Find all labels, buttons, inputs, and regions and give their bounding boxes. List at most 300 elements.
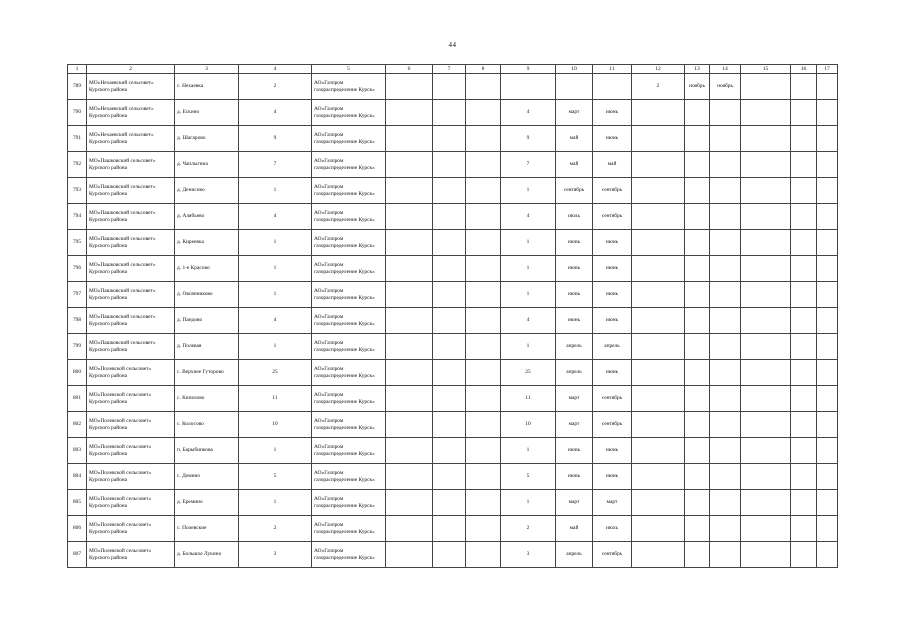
municipality-cell: МО«Пашковский сельсовет» Курского района (87, 204, 175, 230)
col17-cell (817, 74, 838, 100)
count-cell: 3 (239, 542, 312, 568)
table-row (68, 74, 838, 100)
col7-cell (433, 100, 466, 126)
col7-cell (433, 412, 466, 438)
municipality-cell: МО«Пашковский сельсовет» Курского района (87, 230, 175, 256)
col14-cell (710, 204, 741, 230)
col11-cell: июнь (593, 360, 632, 386)
column-header: 12 (632, 65, 685, 74)
settlement-cell: д. Денисово (175, 178, 239, 204)
col14-cell (710, 516, 741, 542)
col16-cell (791, 152, 817, 178)
col13-cell (685, 334, 710, 360)
col7-cell (433, 464, 466, 490)
organization-cell: АО«Газпром газораспределение Курск» (312, 178, 386, 204)
col7-cell (433, 178, 466, 204)
col7-cell (433, 308, 466, 334)
col7-cell (433, 516, 466, 542)
municipality-cell: МО«Полевской сельсовет» Курского района (87, 360, 175, 386)
column-header: 14 (710, 65, 741, 74)
col10-cell: май (556, 126, 593, 152)
col13-cell (685, 282, 710, 308)
row-number-cell: 802 (68, 412, 87, 438)
settlement-cell: д. 1-е Красово (175, 256, 239, 282)
col16-cell (791, 464, 817, 490)
col9-cell: 1 (501, 230, 556, 256)
col11-cell: июнь (593, 438, 632, 464)
col9-cell: 3 (501, 542, 556, 568)
col15-cell (741, 464, 791, 490)
municipality-cell: МО«Пашковский сельсовет» Курского района (87, 282, 175, 308)
col7-cell (433, 256, 466, 282)
table-row (68, 230, 838, 256)
col11-cell: июнь (593, 230, 632, 256)
col7-cell (433, 152, 466, 178)
col16-cell (791, 204, 817, 230)
col9-cell: 1 (501, 438, 556, 464)
col8-cell (466, 386, 501, 412)
count-cell: 1 (239, 230, 312, 256)
row-number-cell: 806 (68, 516, 87, 542)
col6-cell (386, 126, 433, 152)
row-number-cell: 804 (68, 464, 87, 490)
count-cell: 10 (239, 412, 312, 438)
col15-cell (741, 100, 791, 126)
col10-cell: июнь (556, 256, 593, 282)
col9-cell: 5 (501, 464, 556, 490)
col10-cell: май (556, 152, 593, 178)
col12-cell (632, 152, 685, 178)
col17-cell (817, 308, 838, 334)
col13-cell (685, 178, 710, 204)
col15-cell (741, 204, 791, 230)
settlement-cell: д. Чаплыгина (175, 152, 239, 178)
col13-cell (685, 204, 710, 230)
col8-cell (466, 542, 501, 568)
col12-cell (632, 230, 685, 256)
municipality-cell: МО«Полевской сельсовет» Курского района (87, 516, 175, 542)
organization-cell: АО«Газпром газораспределение Курск» (312, 126, 386, 152)
column-header: 3 (175, 65, 239, 74)
col15-cell (741, 308, 791, 334)
col14-cell (710, 256, 741, 282)
col8-cell (466, 360, 501, 386)
col16-cell (791, 412, 817, 438)
settlement-cell: с. Колосово (175, 412, 239, 438)
col11-cell: май (593, 152, 632, 178)
col10-cell: июнь (556, 282, 593, 308)
col15-cell (741, 152, 791, 178)
municipality-cell: МО«Полевской сельсовет» Курского района (87, 490, 175, 516)
col9-cell: 11 (501, 386, 556, 412)
col15-cell (741, 386, 791, 412)
col8-cell (466, 204, 501, 230)
table-row (68, 438, 838, 464)
col10-cell: май (556, 516, 593, 542)
col14-cell (710, 230, 741, 256)
organization-cell: АО«Газпром газораспределение Курск» (312, 256, 386, 282)
col10-cell (556, 74, 593, 100)
col11-cell: июнь (593, 126, 632, 152)
col9-cell: 25 (501, 360, 556, 386)
col17-cell (817, 334, 838, 360)
settlement-cell: с. Верхнее Гуторово (175, 360, 239, 386)
column-header: 6 (386, 65, 433, 74)
col16-cell (791, 100, 817, 126)
col12-cell (632, 464, 685, 490)
col6-cell (386, 412, 433, 438)
organization-cell: АО«Газпром газораспределение Курск» (312, 334, 386, 360)
col10-cell: июнь (556, 464, 593, 490)
organization-cell: АО«Газпром газораспределение Курск» (312, 282, 386, 308)
row-number-cell: 789 (68, 74, 87, 100)
col13-cell (685, 516, 710, 542)
row-number-cell: 795 (68, 230, 87, 256)
col14-cell (710, 386, 741, 412)
settlement-cell: д. Пандово (175, 308, 239, 334)
count-cell: 4 (239, 204, 312, 230)
table-row (68, 490, 838, 516)
col13-cell (685, 152, 710, 178)
col6-cell (386, 282, 433, 308)
organization-cell: АО«Газпром газораспределение Курск» (312, 360, 386, 386)
table-body (68, 74, 838, 568)
col6-cell (386, 152, 433, 178)
settlement-cell: д. Шагарово (175, 126, 239, 152)
col6-cell (386, 178, 433, 204)
col17-cell (817, 126, 838, 152)
row-number-cell: 799 (68, 334, 87, 360)
col14-cell (710, 308, 741, 334)
col6-cell (386, 516, 433, 542)
col16-cell (791, 542, 817, 568)
col6-cell (386, 230, 433, 256)
col11-cell: сентябрь (593, 542, 632, 568)
municipality-cell: МО«Полевской сельсовет» Курского района (87, 464, 175, 490)
settlement-cell: д. Еремино (175, 490, 239, 516)
col8-cell (466, 334, 501, 360)
col16-cell (791, 490, 817, 516)
col11-cell: июнь (593, 256, 632, 282)
col9-cell: 4 (501, 204, 556, 230)
col12-cell (632, 256, 685, 282)
organization-cell: АО«Газпром газораспределение Курск» (312, 542, 386, 568)
col9-cell: 1 (501, 282, 556, 308)
col16-cell (791, 256, 817, 282)
col14-cell (710, 464, 741, 490)
col16-cell (791, 334, 817, 360)
col10-cell: апрель (556, 542, 593, 568)
col9-cell: 1 (501, 490, 556, 516)
col13-cell (685, 464, 710, 490)
municipality-cell: МО«Пашковский сельсовет» Курского района (87, 152, 175, 178)
organization-cell: АО«Газпром газораспределение Курск» (312, 308, 386, 334)
col7-cell (433, 204, 466, 230)
col8-cell (466, 412, 501, 438)
col14-cell (710, 100, 741, 126)
municipality-cell: МО«Нехаевский сельсовет» Курского района (87, 100, 175, 126)
count-cell: 1 (239, 256, 312, 282)
col14-cell (710, 178, 741, 204)
col8-cell (466, 490, 501, 516)
col14-cell (710, 152, 741, 178)
column-header: 11 (593, 65, 632, 74)
row-number-cell: 793 (68, 178, 87, 204)
col12-cell (632, 412, 685, 438)
organization-cell: АО«Газпром газораспределение Курск» (312, 204, 386, 230)
column-header: 7 (433, 65, 466, 74)
col14-cell (710, 542, 741, 568)
col15-cell (741, 438, 791, 464)
municipality-cell: МО«Нехаевский сельсовет» Курского района (87, 74, 175, 100)
column-header: 9 (501, 65, 556, 74)
count-cell: 7 (239, 152, 312, 178)
col11-cell: июнь (593, 282, 632, 308)
col12-cell (632, 386, 685, 412)
count-cell: 1 (239, 282, 312, 308)
col8-cell (466, 464, 501, 490)
col16-cell (791, 360, 817, 386)
col7-cell (433, 360, 466, 386)
col14-cell (710, 438, 741, 464)
col12-cell (632, 490, 685, 516)
col13-cell (685, 308, 710, 334)
municipality-cell: МО«Пашковский сельсовет» Курского района (87, 308, 175, 334)
column-header: 2 (87, 65, 175, 74)
col16-cell (791, 126, 817, 152)
col9-cell: 1 (501, 256, 556, 282)
table-row (68, 256, 838, 282)
col8-cell (466, 126, 501, 152)
col8-cell (466, 152, 501, 178)
organization-cell: АО«Газпром газораспределение Курск» (312, 464, 386, 490)
col13-cell (685, 386, 710, 412)
settlement-cell: п. Барыбинкова (175, 438, 239, 464)
col7-cell (433, 282, 466, 308)
col10-cell: июль (556, 204, 593, 230)
col15-cell (741, 230, 791, 256)
count-cell: 25 (239, 360, 312, 386)
settlement-cell: с. Демино (175, 464, 239, 490)
col7-cell (433, 334, 466, 360)
col6-cell (386, 74, 433, 100)
col14-cell (710, 282, 741, 308)
col10-cell: июнь (556, 308, 593, 334)
col8-cell (466, 438, 501, 464)
count-cell: 1 (239, 334, 312, 360)
col15-cell (741, 516, 791, 542)
table-row (68, 412, 838, 438)
col6-cell (386, 386, 433, 412)
col11-cell: сентябрь (593, 204, 632, 230)
table-row (68, 282, 838, 308)
count-cell: 1 (239, 178, 312, 204)
col11-cell (593, 74, 632, 100)
col12-cell (632, 516, 685, 542)
col15-cell (741, 490, 791, 516)
col11-cell: июнь (593, 308, 632, 334)
col16-cell (791, 178, 817, 204)
municipality-cell: МО«Пашковский сельсовет» Курского района (87, 256, 175, 282)
col16-cell (791, 308, 817, 334)
col12-cell (632, 438, 685, 464)
table-row (68, 542, 838, 568)
col17-cell (817, 438, 838, 464)
col10-cell: сентябрь (556, 178, 593, 204)
row-number-cell: 800 (68, 360, 87, 386)
column-header: 13 (685, 65, 710, 74)
col10-cell: июнь (556, 230, 593, 256)
organization-cell: АО«Газпром газораспределение Курск» (312, 100, 386, 126)
col7-cell (433, 438, 466, 464)
col9-cell: 9 (501, 126, 556, 152)
table-row (68, 178, 838, 204)
col16-cell (791, 386, 817, 412)
col6-cell (386, 256, 433, 282)
col12-cell (632, 100, 685, 126)
col17-cell (817, 490, 838, 516)
municipality-cell: МО«Пашковский сельсовет» Курского района (87, 178, 175, 204)
settlement-cell: с. Нехаевка (175, 74, 239, 100)
col9-cell: 1 (501, 334, 556, 360)
col6-cell (386, 204, 433, 230)
col17-cell (817, 152, 838, 178)
col15-cell (741, 334, 791, 360)
col8-cell (466, 230, 501, 256)
column-number-row (68, 65, 838, 74)
col16-cell (791, 516, 817, 542)
col11-cell: июнь (593, 464, 632, 490)
col13-cell (685, 100, 710, 126)
municipality-cell: МО«Полевской сельсовет» Курского района (87, 542, 175, 568)
col9-cell: 1 (501, 178, 556, 204)
settlement-cell: д. Большое Лукино (175, 542, 239, 568)
col17-cell (817, 516, 838, 542)
col13-cell (685, 256, 710, 282)
organization-cell: АО«Газпром газораспределение Курск» (312, 516, 386, 542)
row-number-cell: 797 (68, 282, 87, 308)
column-header: 16 (791, 65, 817, 74)
col17-cell (817, 360, 838, 386)
col15-cell (741, 178, 791, 204)
col8-cell (466, 308, 501, 334)
col17-cell (817, 230, 838, 256)
col7-cell (433, 230, 466, 256)
col11-cell: сентябрь (593, 412, 632, 438)
col6-cell (386, 334, 433, 360)
col17-cell (817, 204, 838, 230)
table-row (68, 334, 838, 360)
col10-cell: март (556, 386, 593, 412)
col15-cell (741, 542, 791, 568)
col8-cell (466, 74, 501, 100)
col9-cell (501, 74, 556, 100)
table-row (68, 126, 838, 152)
count-cell: 4 (239, 308, 312, 334)
col15-cell (741, 412, 791, 438)
row-number-cell: 796 (68, 256, 87, 282)
settlement-cell: д. Ескино (175, 100, 239, 126)
col6-cell (386, 464, 433, 490)
column-header: 17 (817, 65, 838, 74)
settlement-cell: д. Полевая (175, 334, 239, 360)
col7-cell (433, 126, 466, 152)
table-row (68, 308, 838, 334)
col8-cell (466, 100, 501, 126)
col6-cell (386, 308, 433, 334)
col6-cell (386, 438, 433, 464)
count-cell: 1 (239, 490, 312, 516)
col14-cell (710, 490, 741, 516)
col13-cell: ноябрь (685, 74, 710, 100)
col16-cell (791, 438, 817, 464)
table-row (68, 100, 838, 126)
col11-cell: апрель (593, 334, 632, 360)
col14-cell (710, 412, 741, 438)
column-header: 8 (466, 65, 501, 74)
organization-cell: АО«Газпром газораспределение Курск» (312, 490, 386, 516)
col8-cell (466, 516, 501, 542)
col17-cell (817, 282, 838, 308)
col17-cell (817, 100, 838, 126)
municipality-cell: МО«Полевской сельсовет» Курского района (87, 438, 175, 464)
col13-cell (685, 542, 710, 568)
col8-cell (466, 282, 501, 308)
count-cell: 9 (239, 126, 312, 152)
col13-cell (685, 438, 710, 464)
col14-cell (710, 334, 741, 360)
col6-cell (386, 542, 433, 568)
col12-cell (632, 360, 685, 386)
col10-cell: март (556, 100, 593, 126)
col12-cell (632, 204, 685, 230)
col7-cell (433, 74, 466, 100)
col13-cell (685, 230, 710, 256)
row-number-cell: 790 (68, 100, 87, 126)
col11-cell: сентябрь (593, 178, 632, 204)
count-cell: 2 (239, 74, 312, 100)
count-cell: 2 (239, 516, 312, 542)
col11-cell: июль (593, 516, 632, 542)
col10-cell: апрель (556, 360, 593, 386)
organization-cell: АО«Газпром газораспределение Курск» (312, 230, 386, 256)
table-row (68, 516, 838, 542)
table-row (68, 360, 838, 386)
municipality-cell: МО«Пашковский сельсовет» Курского района (87, 334, 175, 360)
col11-cell: сентябрь (593, 386, 632, 412)
col14-cell: ноябрь (710, 74, 741, 100)
col17-cell (817, 178, 838, 204)
settlement-cell: д. Алябьево (175, 204, 239, 230)
col13-cell (685, 490, 710, 516)
col15-cell (741, 126, 791, 152)
column-header: 15 (741, 65, 791, 74)
column-header: 1 (68, 65, 87, 74)
table-row (68, 152, 838, 178)
col14-cell (710, 360, 741, 386)
col10-cell: июнь (556, 438, 593, 464)
table-row (68, 464, 838, 490)
count-cell: 5 (239, 464, 312, 490)
count-cell: 11 (239, 386, 312, 412)
col16-cell (791, 282, 817, 308)
col7-cell (433, 490, 466, 516)
col13-cell (685, 360, 710, 386)
col8-cell (466, 256, 501, 282)
col17-cell (817, 412, 838, 438)
settlement-cell: с. Полевские (175, 516, 239, 542)
municipality-cell: МО«Нехаевский сельсовет» Курского района (87, 126, 175, 152)
